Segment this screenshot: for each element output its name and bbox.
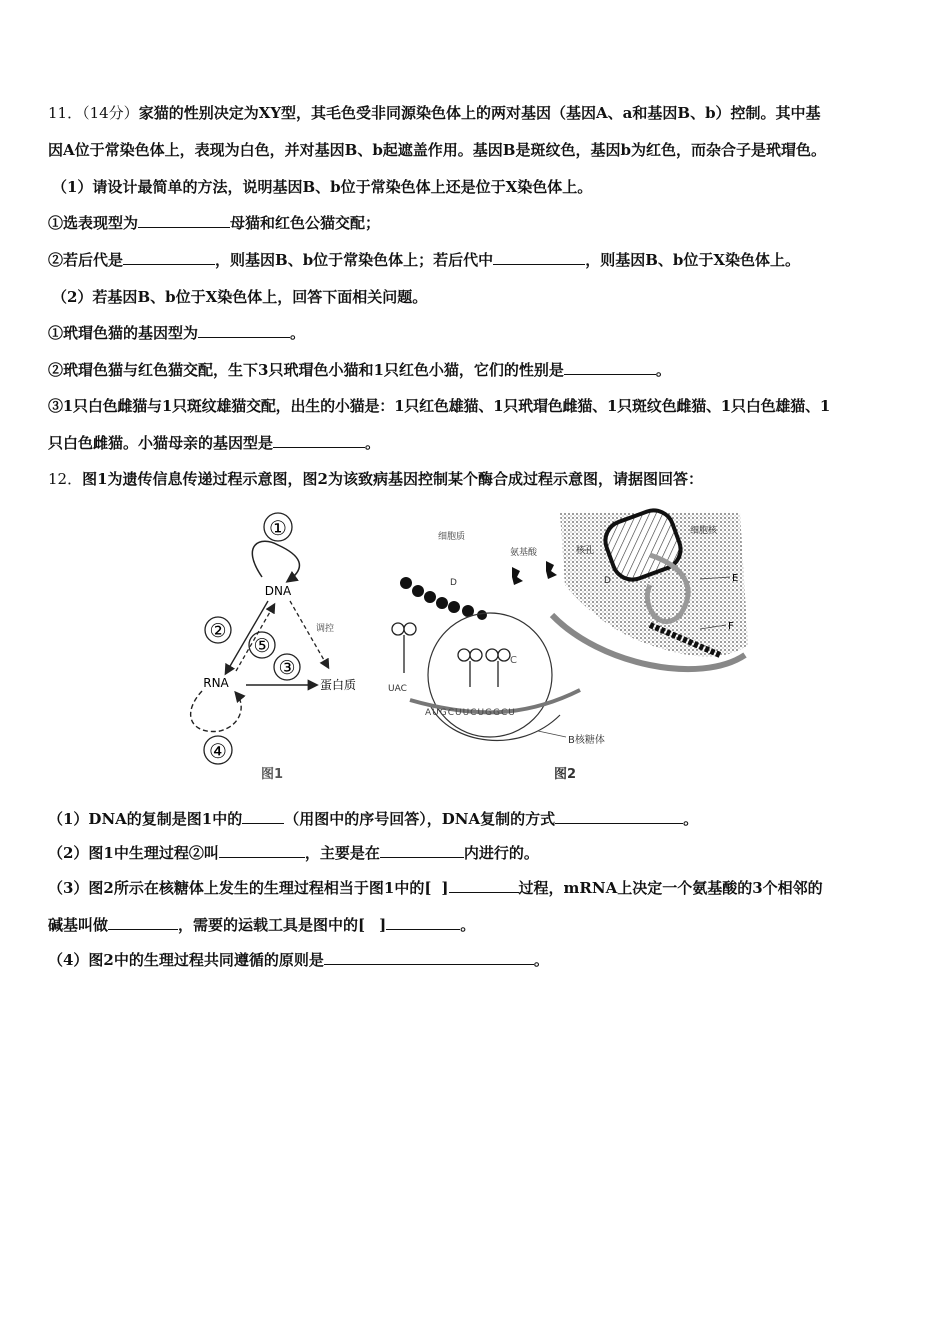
q12-p4 bbox=[48, 950, 549, 970]
answer-blank[interactable] bbox=[123, 250, 215, 265]
fig2-label-d-right: D bbox=[604, 576, 611, 586]
answer-blank[interactable] bbox=[242, 809, 284, 824]
answer-blank[interactable] bbox=[273, 433, 365, 448]
answer-blank[interactable] bbox=[219, 843, 305, 858]
fig1-caption: 图1 bbox=[260, 767, 284, 782]
fig1-label-2: ② bbox=[209, 620, 227, 642]
fig1-rna: RNA bbox=[203, 676, 229, 690]
answer-blank[interactable] bbox=[449, 878, 519, 893]
leader-line-ribosome bbox=[538, 731, 566, 737]
fig1-label-5: ⑤ bbox=[253, 635, 271, 657]
answer-blank[interactable] bbox=[198, 323, 290, 338]
fig1-label-1: ① bbox=[269, 516, 287, 540]
fig2-caption: 图2 bbox=[553, 767, 577, 782]
fig1-protein: 蛋白质 bbox=[320, 678, 357, 692]
answer-blank[interactable] bbox=[138, 213, 230, 228]
q12-p2-post: 内进行的。 bbox=[463, 844, 539, 862]
fig2-nucleus: 细胞核 bbox=[690, 526, 718, 536]
answer-blank[interactable] bbox=[555, 809, 683, 824]
trna-molecules bbox=[392, 623, 510, 687]
q11-s2c-line2 bbox=[48, 433, 380, 453]
fig1-label-4: ④ bbox=[209, 739, 227, 763]
figures-svg bbox=[180, 505, 780, 790]
q12-p1-post: 。 bbox=[683, 810, 699, 828]
figures-area bbox=[180, 505, 780, 790]
answer-blank[interactable] bbox=[564, 360, 656, 375]
q11-s2c-line1: ③1只白色雌猫与1只斑纹雄猫交配，出生的小猫是：1只红色雄猫、1只玳瑁色雌猫、1只斑纹色雌猫、1只白色雄猫、1 bbox=[48, 397, 831, 415]
q11-points: （14分） bbox=[82, 104, 139, 122]
q12-p3b-mid2: ] bbox=[379, 916, 387, 934]
answer-blank[interactable] bbox=[380, 843, 464, 858]
fig2-pore: 核孔 bbox=[576, 546, 595, 556]
q11-s2c-pre: 只白色雌猫。小猫母亲的基因型是 bbox=[48, 434, 274, 452]
amino-acid-shapes bbox=[512, 561, 557, 585]
q12-p2 bbox=[48, 843, 539, 863]
q12-p3-mid: ] bbox=[441, 879, 449, 897]
q11-s2a bbox=[48, 323, 305, 343]
q11-number: 11． bbox=[48, 104, 83, 122]
replication-loop-arrow bbox=[252, 541, 299, 581]
q11-s2a-pre: ①玳瑁色猫的基因型为 bbox=[48, 324, 199, 342]
q11-s1b-pre: ②若后代是 bbox=[48, 251, 124, 269]
q12-p3b-mid: ，需要的运载工具是图中的[ bbox=[178, 916, 366, 934]
fig2-label-f: F bbox=[728, 621, 734, 632]
answer-blank[interactable] bbox=[493, 250, 585, 265]
q11-stem-line1 bbox=[48, 103, 821, 123]
answer-blank[interactable] bbox=[324, 950, 534, 965]
q11-s1b-mid: ，则基因B、b位于常染色体上；若后代中 bbox=[215, 251, 494, 269]
q12-stem-text: 图1为遗传信息传递过程示意图，图2为该致病基因控制某个酶合成过程示意图，请据图回答： bbox=[82, 470, 703, 488]
q11-stem-part2: 因A位于常染色体上，表现为白色，并对基因B、b起遮盖作用。基因B是斑纹色，基因b为红色，而杂合子是玳瑁色。 bbox=[48, 141, 826, 159]
q12-p1 bbox=[48, 809, 698, 829]
answer-blank[interactable] bbox=[386, 915, 460, 930]
q12-p2-mid: ，主要是在 bbox=[304, 844, 380, 862]
q12-p3-post: 过程，mRNA上决定一个氨基酸的3个相邻的 bbox=[518, 879, 823, 897]
fig2-label-d-left: D bbox=[450, 578, 457, 588]
figure-1 bbox=[191, 513, 356, 782]
q11-s2a-post: 。 bbox=[290, 324, 306, 342]
figure-2 bbox=[388, 505, 748, 782]
fig1-regulate: 调控 bbox=[316, 624, 335, 634]
bracket-gap[interactable] bbox=[431, 879, 441, 893]
q11-s1b-post: ，则基因B、b位于X染色体上。 bbox=[585, 251, 800, 269]
fig1-label-3: ③ bbox=[278, 657, 296, 679]
q12-number: 12． bbox=[48, 470, 83, 488]
q11-sub2: （2）若基因B、b位于X染色体上，回答下面相关问题。 bbox=[52, 288, 428, 306]
fig2-cytoplasm: 细胞质 bbox=[438, 532, 466, 542]
q11-sub1: （1）请设计最简单的方法，说明基因B、b位于常染色体上还是位于X染色体上。 bbox=[52, 178, 593, 196]
q11-stem-part1: 家猫的性别决定为XY型，其毛色受非同源染色体上的两对基因（基因A、a和基因B、b）控制。其中基 bbox=[138, 104, 821, 122]
rna-replication-loop-arrow bbox=[191, 691, 242, 732]
q11-s1a-pre: ①选表现型为 bbox=[48, 214, 139, 232]
q11-s2b-pre: ②玳瑁色猫与红色猫交配，生下3只玳瑁色小猫和1只红色小猫，它们的性别是 bbox=[48, 361, 564, 379]
fig2-uac: UAC bbox=[388, 684, 407, 694]
answer-blank[interactable] bbox=[108, 915, 178, 930]
q12-p3b-post: 。 bbox=[460, 916, 476, 934]
q12-p2-pre: （2）图1中生理过程②叫 bbox=[48, 844, 219, 862]
q12-p1-mid: （用图中的序号回答），DNA复制的方式 bbox=[284, 810, 556, 828]
q12-p3b bbox=[48, 915, 475, 935]
q11-s2b bbox=[48, 360, 671, 380]
fig2-label-c: C bbox=[510, 655, 517, 666]
ribosome-large-subunit bbox=[428, 613, 552, 737]
fig2-amino: 氨基酸 bbox=[510, 548, 538, 558]
q11-s2b-post: 。 bbox=[655, 361, 671, 379]
fig2-sequence: AUGCUUCUGGCU bbox=[425, 708, 516, 718]
q12-p3 bbox=[48, 878, 823, 898]
q12-p4-pre: （4）图2中的生理过程共同遵循的原则是 bbox=[48, 951, 324, 969]
q11-s2c-post: 。 bbox=[365, 434, 381, 452]
q11-s1a-post: 母猫和红色公猫交配； bbox=[230, 214, 381, 232]
fig2-label-e: E bbox=[732, 573, 739, 584]
q11-s1a bbox=[48, 213, 380, 233]
fig1-dna: DNA bbox=[264, 584, 292, 598]
fig2-ribosome: B核糖体 bbox=[568, 735, 605, 746]
bracket-gap[interactable] bbox=[365, 916, 379, 930]
q12-p3-pre: （3）图2所示在核糖体上发生的生理过程相当于图1中的[ bbox=[48, 879, 432, 897]
q12-p1-pre: （1）DNA的复制是图1中的 bbox=[48, 810, 243, 828]
q12-p3b-pre: 碱基叫做 bbox=[48, 916, 109, 934]
q11-s1b bbox=[48, 250, 800, 270]
q12-p4-post: 。 bbox=[533, 951, 549, 969]
polypeptide-chain bbox=[400, 577, 487, 620]
q12-stem bbox=[48, 469, 703, 489]
